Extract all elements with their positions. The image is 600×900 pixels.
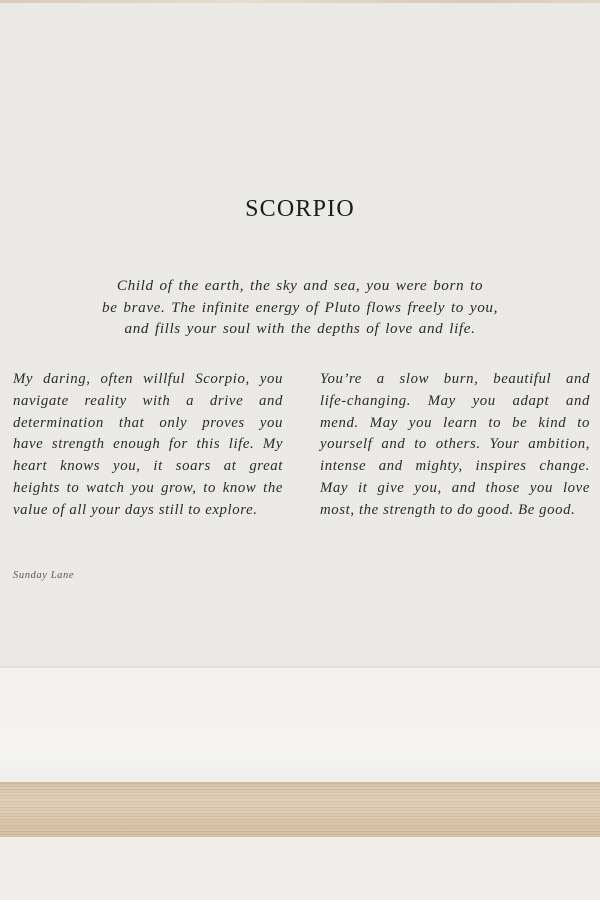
- verse-line: My daring, often willful Scorpio, you: [13, 371, 283, 387]
- wooden-frame-bar: [0, 782, 600, 838]
- frame-mat: [0, 668, 600, 782]
- verse-line: heights to watch you grow, to know the: [13, 479, 283, 496]
- left-column-verse: [13, 369, 283, 522]
- verse-line: determination that only proves you: [13, 414, 283, 431]
- verse-line: You’re a slow burn, beautiful and: [320, 371, 590, 387]
- intro-line: be brave. The infinite energy of Pluto flows freely to you,: [102, 298, 498, 316]
- verse-line: May it give you, and those you love: [320, 479, 590, 496]
- verse-line: intense and mighty, inspires change.: [320, 458, 590, 475]
- verse-line: life-changing. May you adapt and: [320, 392, 590, 409]
- verse-line: mend. May you learn to be kind to: [320, 414, 590, 431]
- right-column-verse: [320, 369, 590, 522]
- intro-line: and fills your soul with the depths of love and life.: [124, 320, 476, 338]
- verse-line: have strength enough for this life. My: [13, 436, 283, 453]
- verse-line: value of all your days still to explore.: [13, 501, 258, 518]
- background-below-frame: [0, 837, 600, 900]
- verse-line: heart knows you, it soars at great: [13, 458, 283, 475]
- brand-signature: Sunday Lane: [13, 570, 75, 581]
- intro-verse: [90, 275, 510, 340]
- print-title: SCORPIO: [245, 196, 355, 222]
- verse-line: yourself and to others. Your ambition,: [320, 436, 590, 453]
- verse-line: navigate reality with a drive and: [13, 392, 283, 409]
- intro-line: Child of the earth, the sky and sea, you were born to: [116, 277, 484, 294]
- verse-line: most, the strength to do good. Be good.: [320, 501, 576, 518]
